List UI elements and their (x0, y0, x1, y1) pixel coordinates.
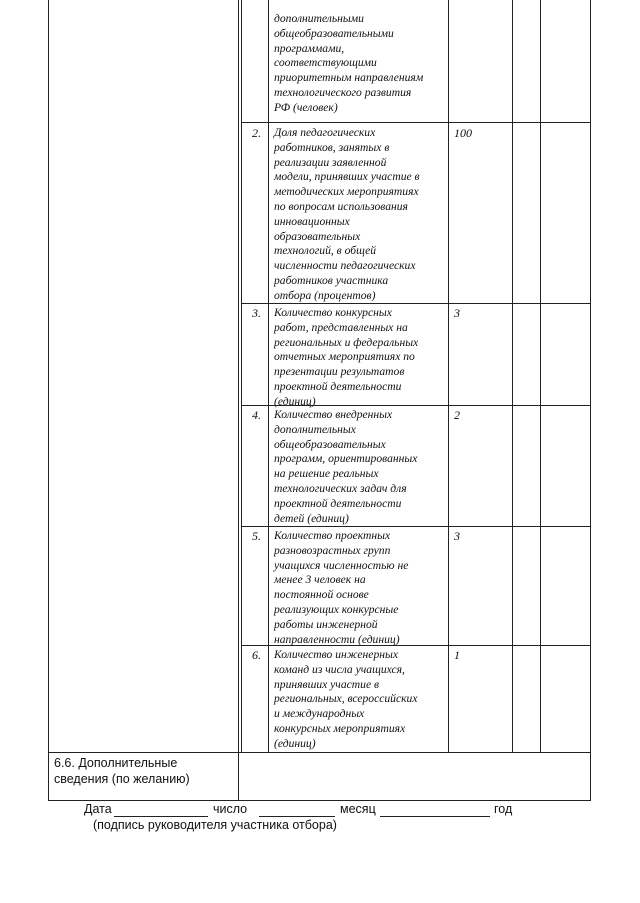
row-4-number: 5. (252, 529, 261, 543)
table-border-bottom (48, 800, 591, 801)
table-border-right (590, 0, 591, 800)
row-sep-1 (241, 122, 590, 123)
signature-caption: (подпись руководителя участника отбора) (93, 818, 337, 832)
row-2-number: 3. (252, 306, 261, 320)
col-sep-1b (241, 0, 242, 752)
row-5-text: Количество инженерных команд из числа учащихся, принявших участие в региональных, всероссийских и международных конкурсных мероприятиях (единиц) (274, 648, 418, 750)
col-sep-1 (238, 0, 239, 800)
row-3-text: Количество внедренных дополнительных общеобразовательных программ, ориентированных на решение реальных технологических задач для проектной деятельности детей (единиц) (274, 408, 418, 525)
date-blank-line[interactable] (114, 816, 208, 817)
additional-info-label: 6.6. Дополнительные сведения (по желанию) (54, 756, 190, 786)
row-1-number: 2. (252, 126, 261, 140)
row-4-text: Количество проектных разновозрастных групп учащихся численностью не менее 3 человек на постоянной основе реализующих конкурсные работы инженерной направленности (единиц) (274, 529, 409, 646)
row-5-value: 1 (454, 648, 460, 662)
row-3-number: 4. (252, 408, 261, 422)
day-blank-line[interactable] (259, 816, 335, 817)
row-4-value: 3 (454, 529, 460, 543)
col-sep-2 (268, 0, 269, 752)
month-label: месяц (340, 802, 376, 816)
row-5-number: 6. (252, 648, 261, 662)
month-blank-line[interactable] (380, 816, 490, 817)
date-label: Дата (84, 802, 112, 816)
col-sep-4 (512, 0, 513, 752)
row-3-value: 2 (454, 408, 460, 422)
col-sep-5 (540, 0, 541, 752)
row-0-text: дополнительными общеобразовательными программами, соответствующими приоритетным направлениям технологического развития РФ (человек) (274, 12, 424, 114)
row-2-text: Количество конкурсных работ, представленных на региональных и федеральных отчетных мероприятиях по презентации результатов проектной деятельности (единиц) (274, 306, 419, 408)
additional-info-field[interactable] (239, 753, 590, 800)
row-1-value: 100 (454, 126, 472, 140)
row-1-text: Доля педагогических работников, занятых в реализации заявленной модели, принявших участие в методических мероприятиях по вопросам использования инновационных образовательных технологий, в общей численности педагогических работников участника отбора (процентов) (274, 126, 420, 302)
day-label: число (213, 802, 248, 816)
row-2-value: 3 (454, 306, 460, 320)
year-label: год (494, 802, 513, 816)
table-border-left (48, 0, 49, 800)
